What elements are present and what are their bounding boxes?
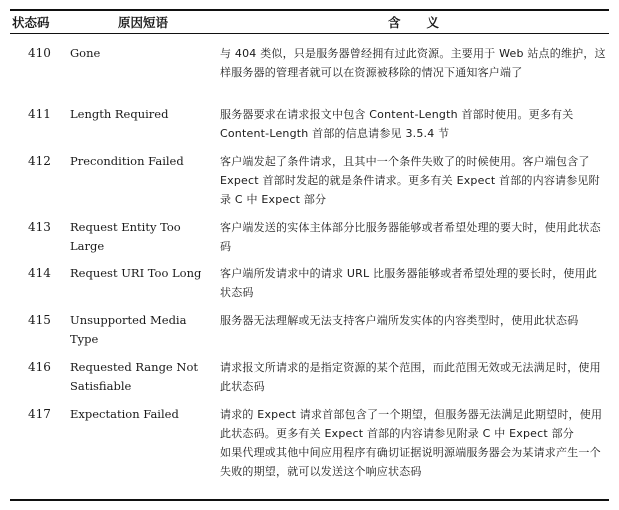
row-reason-phrase: Unsupported Media Type <box>70 313 187 346</box>
header-status-code: 状态码 <box>12 15 50 30</box>
row-description <box>220 405 606 481</box>
table-bottom-rule <box>10 499 609 501</box>
row-status-code: 415 <box>28 313 51 327</box>
row-description <box>220 311 606 330</box>
row-reason-phrase: Request Entity Too Large <box>70 220 181 253</box>
table-header-row <box>10 11 609 33</box>
row-description-text: 客户端所发请求中的请求 URL 比服务器能够或者希望处理的要长时，使用此状态码 <box>220 267 598 299</box>
row-description-text: 客户端发起了条件请求，且其中一个条件失败了的时候使用。客户端包含了 Expect 首部时发起的就是条件请求。更多有关 Expect 首部的内容请参见附录 C 中 Expect 部分 <box>220 155 600 206</box>
row-status-code: 411 <box>28 107 51 121</box>
row-description <box>220 358 606 396</box>
row-description <box>220 105 606 143</box>
row-description <box>220 44 606 82</box>
table-header-rule <box>10 33 609 34</box>
row-description-text: 与 404 类似，只是服务器曾经拥有过此资源。主要用于 Web 站点的维护，这样服务器的管理者就可以在资源被移除的情况下通知客户端了 <box>220 47 606 79</box>
row-reason-phrase: Gone <box>70 46 101 60</box>
row-description <box>220 152 606 209</box>
row-description <box>220 264 606 302</box>
row-description-text: 服务器要求在请求报文中包含 Content-Length 首部时使用。更多有关 Content-Length 首部的信息请参见 3.5.4 节 <box>220 108 574 140</box>
row-status-code: 413 <box>28 220 51 234</box>
row-status-code: 412 <box>28 154 51 168</box>
row-reason-phrase: Length Required <box>70 107 169 121</box>
row-reason-phrase: Precondition Failed <box>70 154 184 168</box>
row-description-text: 请求报文所请求的是指定资源的某个范围，而此范围无效或无法满足时，使用此状态码 <box>220 361 601 393</box>
row-status-code: 410 <box>28 46 51 60</box>
row-reason-phrase: Requested Range Not Satisfiable <box>70 360 198 393</box>
row-description-text: 如果代理或其他中间应用程序有确切证据说明源端服务器会为某请求产生一个失败的期望，就可以发送这个响应状态码 <box>220 446 601 478</box>
row-reason-phrase: Expectation Failed <box>70 407 179 421</box>
row-description-text: 服务器无法理解或无法支持客户端所发实体的内容类型时，使用此状态码 <box>220 314 579 327</box>
row-status-code: 414 <box>28 266 51 280</box>
row-description-text: 请求的 Expect 请求首部包含了一个期望，但服务器无法满足此期望时，使用此状态码。更多有关 Expect 首部的内容请参见附录 C 中 Expect 部分 <box>220 408 603 440</box>
header-meaning: 含义 <box>387 15 465 30</box>
row-status-code: 417 <box>28 407 51 421</box>
row-description-text: 客户端发送的实体主体部分比服务器能够或者希望处理的要大时，使用此状态码 <box>220 221 601 253</box>
row-reason-phrase: Request URI Too Long <box>70 266 202 280</box>
row-description <box>220 218 606 256</box>
status-code-table <box>10 0 609 478</box>
header-reason-phrase: 原因短语 <box>117 15 168 30</box>
row-status-code: 416 <box>28 360 51 374</box>
